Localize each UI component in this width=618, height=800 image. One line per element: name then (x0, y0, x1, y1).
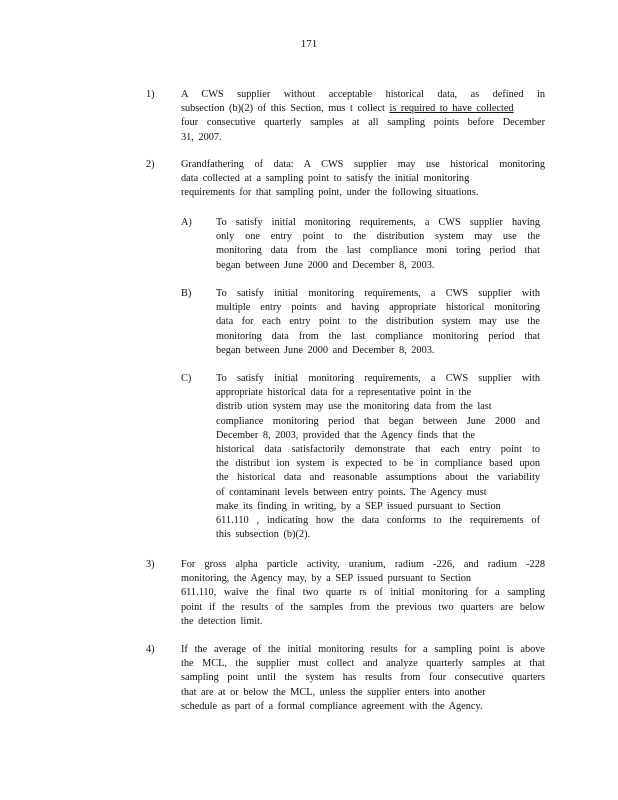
text-line: appropriate historical data for a representative point in the (216, 387, 472, 399)
paragraph-number: 4) (146, 644, 155, 655)
text-line: schedule as part of a formal compliance agreement with the Agency. (181, 700, 483, 712)
text-line: For gross alpha particle activity, uranium, radium -226, and radium -228 (181, 559, 545, 570)
text-line: began between June 2000 and December 8, 2003. (216, 259, 435, 271)
subparagraph-body (216, 372, 540, 542)
text-line: To satisfy initial monitoring requirements, a CWS supplier with (216, 373, 540, 384)
text-line: If the average of the initial monitoring results for a sampling point is above (181, 644, 545, 655)
text-line: compliance monitoring period that began between June 2000 and (216, 415, 540, 427)
text-line (181, 102, 545, 116)
text-line: historical data satisfactorily demonstrate that each entry point to (216, 444, 540, 456)
paragraph-number: 1) (146, 89, 155, 100)
text-line: the historical data and reasonable assumptions about the variability (216, 472, 540, 484)
text-line: 611.110 , indicating how the data conforms to the requirements of (216, 515, 540, 527)
text-line: only one entry point to the distribution system may use the (216, 231, 540, 243)
text-line: the MCL, the supplier must collect and analyze quarterly samples at that (181, 658, 545, 670)
text-line: data for each entry point to the distribution system may use the (216, 316, 540, 328)
text-line: 31, 2007. (181, 131, 222, 143)
subparagraph-body (216, 287, 540, 358)
text-line: four consecutive quarterly samples at all sampling points before December (181, 117, 545, 129)
paragraph-body (181, 88, 545, 145)
text-line: point if the results of the samples from the previous two quarters are below (181, 601, 545, 613)
text-line: A CWS supplier without acceptable historical data, as defined in (181, 89, 545, 100)
paragraph-body (181, 643, 545, 714)
text-line: monitoring, the Agency may, by a SEP issued pursuant to Section (181, 573, 472, 585)
paragraph-body (181, 558, 545, 629)
paragraph-number: 3) (146, 559, 155, 570)
subparagraph-body (216, 216, 540, 273)
text-line: monitoring data from the last compliance moni toring period that (216, 245, 540, 257)
text-line: the detection limit. (181, 615, 263, 627)
text-line: To satisfy initial monitoring requirements, a CWS supplier having (216, 217, 540, 228)
text-line: distrib ution system may use the monitoring data from the last (216, 401, 492, 413)
text-line: of contaminant levels between entry points. The Agency must (216, 486, 487, 498)
text-line: 611.110, waive the final two quarte rs of initial monitoring for a sampling (181, 587, 545, 599)
text-line: monitoring data from the last compliance monitoring period that (216, 330, 540, 342)
text-line: that are at or below the MCL, unless the supplier enters into another (181, 686, 486, 698)
paragraph-number: 2) (146, 159, 155, 170)
text-line: sampling point until the system has results from four consecutive quarters (181, 672, 545, 684)
text-line: data collected at a sampling point to satisfy the initial monitoring (181, 173, 470, 185)
text-line: this subsection (b)(2). (216, 529, 311, 541)
subparagraph-letter: C) (181, 373, 192, 384)
text-segment: subsection (b)(2) of this Section, mus t collect (181, 103, 390, 115)
text-line: began between June 2000 and December 8, 2003. (216, 344, 435, 356)
text-line: the distribut ion system is expected to be in compliance based upon (216, 458, 540, 470)
paragraph-body (181, 158, 545, 201)
subparagraph-letter: B) (181, 288, 192, 299)
underlined-insertion: is required to have collected (389, 103, 514, 115)
text-line: make its finding in writing, by a SEP issued pursuant to Section (216, 500, 501, 512)
text-line: multiple entry points and having appropriate historical monitoring (216, 302, 540, 314)
text-line: Grandfathering of data: A CWS supplier may use historical monitoring (181, 159, 545, 170)
page-number: 171 (300, 38, 318, 50)
text-line: requirements for that sampling point, under the following situations. (181, 187, 479, 199)
text-line: December 8, 2003, provided that the Agency finds that the (216, 429, 476, 441)
text-line: To satisfy initial monitoring requirements, a CWS supplier with (216, 288, 540, 299)
subparagraph-letter: A) (181, 217, 192, 228)
